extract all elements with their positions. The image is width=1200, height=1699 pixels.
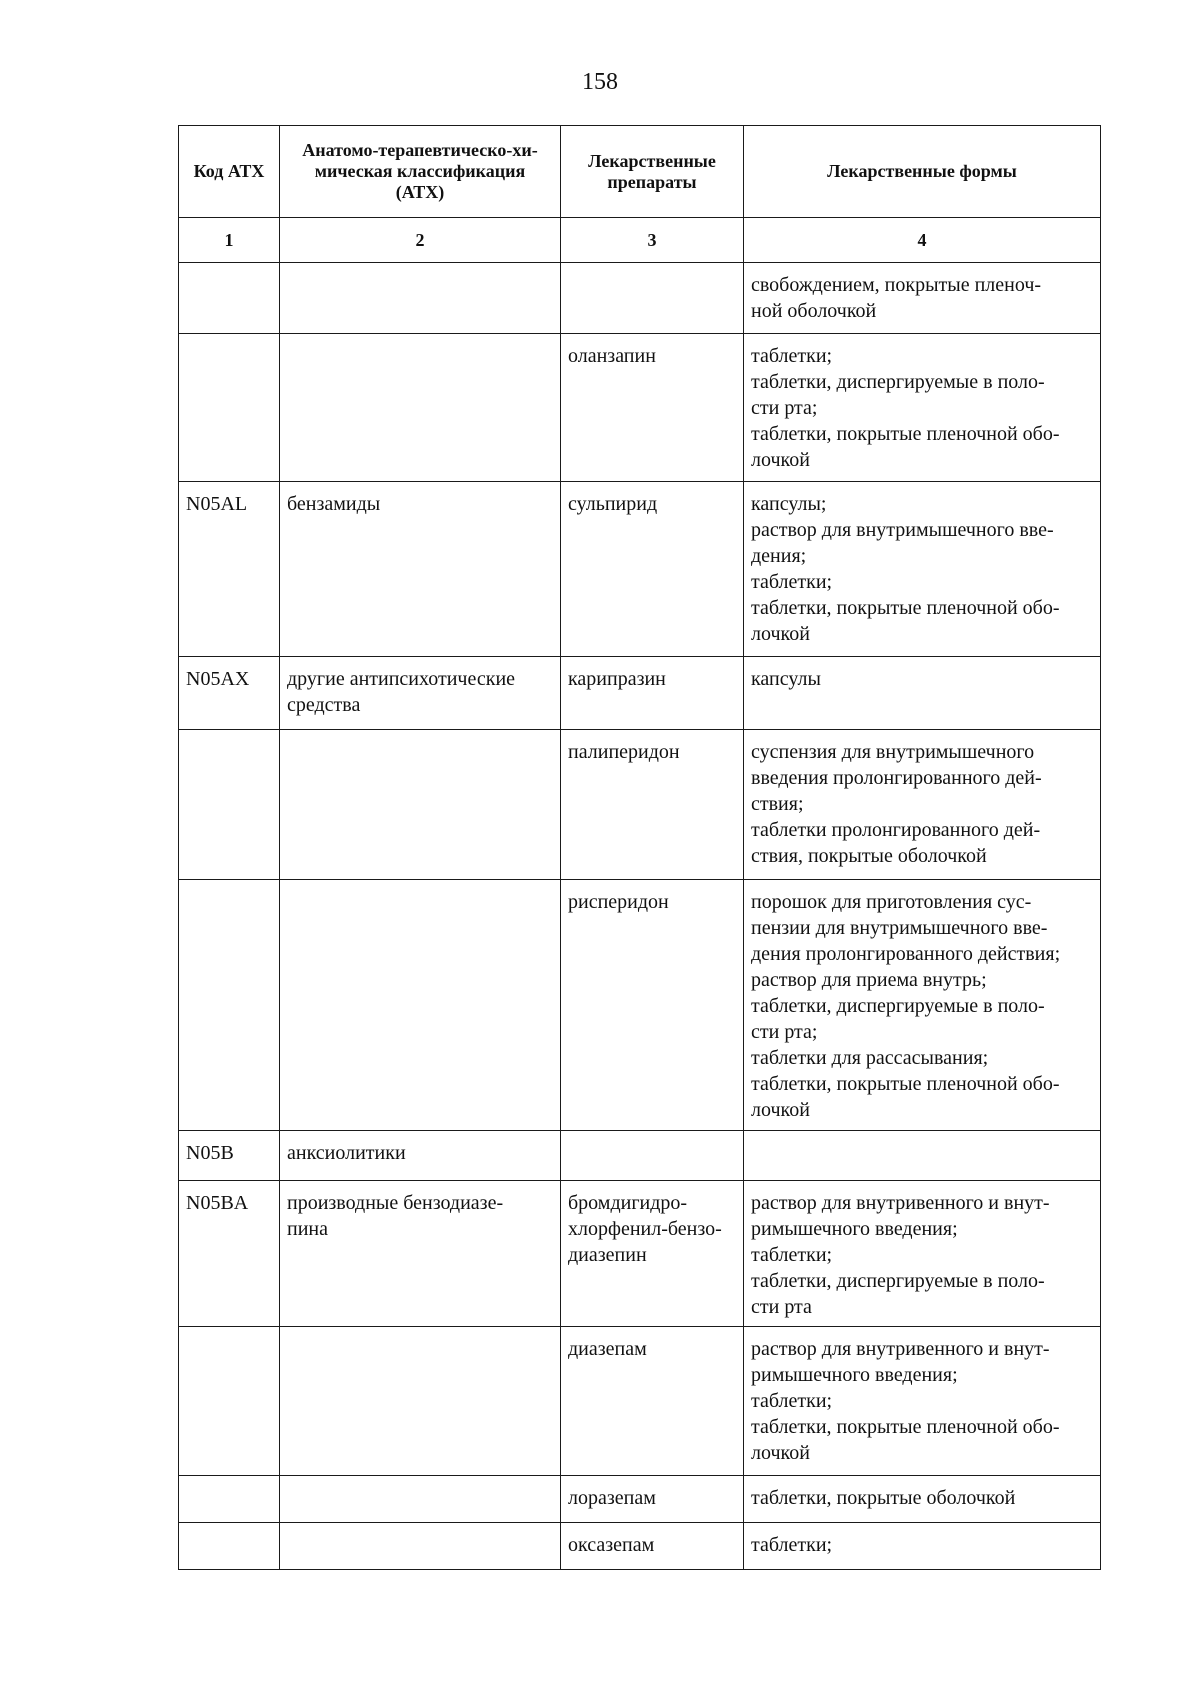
header-atx-code: Код АТХ bbox=[179, 126, 280, 218]
table-row bbox=[179, 334, 1101, 482]
classification-cell: бензамиды bbox=[280, 482, 561, 657]
column-number: 4 bbox=[744, 218, 1101, 263]
classification-cell bbox=[280, 730, 561, 880]
table-row bbox=[179, 1327, 1101, 1476]
atx-code-cell: N05AX bbox=[179, 657, 280, 730]
drug-cell: оланзапин bbox=[561, 334, 744, 482]
forms-cell: капсулы bbox=[744, 657, 1101, 730]
drug-cell: диазепам bbox=[561, 1327, 744, 1476]
drug-cell: карипразин bbox=[561, 657, 744, 730]
atx-code-cell bbox=[179, 334, 280, 482]
classification-cell: производные бензодиазе- пина bbox=[280, 1181, 561, 1327]
atx-code-cell bbox=[179, 1523, 280, 1570]
forms-cell bbox=[744, 1131, 1101, 1181]
drug-cell bbox=[561, 1131, 744, 1181]
forms-cell: свобождением, покрытые пленоч- ной оболочкой bbox=[744, 263, 1101, 334]
atx-code-cell bbox=[179, 1327, 280, 1476]
classification-cell bbox=[280, 880, 561, 1131]
drug-cell: палиперидон bbox=[561, 730, 744, 880]
classification-cell bbox=[280, 263, 561, 334]
forms-cell: таблетки; таблетки, диспергируемые в поло- сти рта; таблетки, покрытые пленочной обо- лочкой bbox=[744, 334, 1101, 482]
atx-code-cell: N05B bbox=[179, 1131, 280, 1181]
drug-cell: бромдигидро- хлорфенил-бензо- диазепин bbox=[561, 1181, 744, 1327]
header-drugs: Лекарственные препараты bbox=[561, 126, 744, 218]
table-row bbox=[179, 880, 1101, 1131]
forms-cell: суспензия для внутримышечного введения пролонгированного дей- ствия; таблетки пролонгированного дей- ствия, покрытые оболочкой bbox=[744, 730, 1101, 880]
header-atx-classification: Анатомо-терапевтическо-хи- мическая классификация (АТХ) bbox=[280, 126, 561, 218]
drug-cell: лоразепам bbox=[561, 1476, 744, 1523]
table-row bbox=[179, 1181, 1101, 1327]
drug-cell bbox=[561, 263, 744, 334]
atx-code-cell bbox=[179, 880, 280, 1131]
column-number: 3 bbox=[561, 218, 744, 263]
table-row bbox=[179, 482, 1101, 657]
header-dosage-forms: Лекарственные формы bbox=[744, 126, 1101, 218]
forms-cell: капсулы; раствор для внутримышечного вве- дения; таблетки; таблетки, покрытые пленочной обо- лочкой bbox=[744, 482, 1101, 657]
atx-code-cell bbox=[179, 263, 280, 334]
drug-cell: рисперидон bbox=[561, 880, 744, 1131]
atx-code-cell: N05BA bbox=[179, 1181, 280, 1327]
forms-cell: раствор для внутривенного и внут- римышечного введения; таблетки; таблетки, покрытые пленочной обо- лочкой bbox=[744, 1327, 1101, 1476]
table-row bbox=[179, 263, 1101, 334]
forms-cell: таблетки, покрытые оболочкой bbox=[744, 1476, 1101, 1523]
table-row bbox=[179, 1523, 1101, 1570]
table-row bbox=[179, 1131, 1101, 1181]
drug-cell: оксазепам bbox=[561, 1523, 744, 1570]
classification-cell bbox=[280, 1476, 561, 1523]
drug-cell: сульпирид bbox=[561, 482, 744, 657]
classification-cell bbox=[280, 334, 561, 482]
atx-code-cell bbox=[179, 1476, 280, 1523]
table-row bbox=[179, 657, 1101, 730]
atx-drug-table bbox=[178, 125, 1101, 1570]
forms-cell: порошок для приготовления сус- пензии для внутримышечного вве- дения пролонгированного действия; раствор для приема внутрь; таблетки, диспергируемые в поло- сти рта; таблетки для рассасывания; таблетки, покрытые пленочной обо- лочкой bbox=[744, 880, 1101, 1131]
column-number: 1 bbox=[179, 218, 280, 263]
atx-code-cell bbox=[179, 730, 280, 880]
forms-cell: раствор для внутривенного и внут- римышечного введения; таблетки; таблетки, диспергируемые в поло- сти рта bbox=[744, 1181, 1101, 1327]
classification-cell bbox=[280, 1327, 561, 1476]
atx-code-cell: N05AL bbox=[179, 482, 280, 657]
forms-cell: таблетки; bbox=[744, 1523, 1101, 1570]
classification-cell: анксиолитики bbox=[280, 1131, 561, 1181]
table-row bbox=[179, 1476, 1101, 1523]
column-number: 2 bbox=[280, 218, 561, 263]
column-number-row bbox=[179, 218, 1101, 263]
table-header-row bbox=[179, 126, 1101, 218]
classification-cell bbox=[280, 1523, 561, 1570]
page-number: 158 bbox=[582, 69, 618, 95]
classification-cell: другие антипсихотические средства bbox=[280, 657, 561, 730]
table-row bbox=[179, 730, 1101, 880]
